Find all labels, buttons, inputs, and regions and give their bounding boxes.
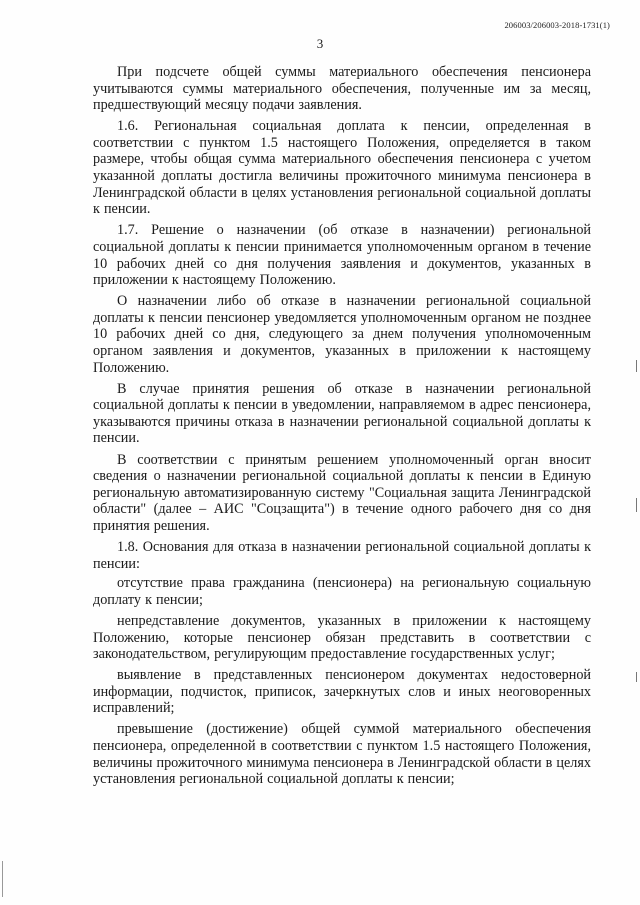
paragraph-income-calculation: При подсчете общей суммы материального обеспечения пенсионера учитываются суммы материального обеспечения, полученные им за месяц, предшествующий месяцу подачи заявления. [93, 64, 591, 114]
scan-edge-mark [636, 498, 637, 512]
scan-edge-mark [636, 672, 637, 682]
scan-edge-mark [636, 360, 637, 372]
list-item-missing-documents: непредставление документов, указанных в приложении к настоящему Положению, которые пенсионер обязан представить в соответствии с законодательством, регулирующим предоставление государственных услуг; [93, 612, 591, 663]
list-item-false-information: выявление в представленных пенсионером документах недостоверной информации, подчисток, приписок, зачеркнутых слов и иных неоговоренных исправлений; [93, 667, 591, 717]
list-item-no-right: отсутствие права гражданина (пенсионера) на региональную социальную доплату к пенсии; [93, 575, 591, 608]
document-id: 206003/206003-2018-1731(1) [504, 20, 610, 30]
paragraph-notification: О назначении либо об отказе в назначении региональной социальной доплаты к пенсии пенсионер уведомляется уполномоченным органом не позднее 10 рабочих дней со дня, следующего за днем получения уполномоченным органом заявления и документов, указанных в приложении к настоящему Положению. [93, 293, 591, 376]
list-item-income-exceeds: превышение (достижение) общей суммой материального обеспечения пенсионера, определенной в соответствии с пунктом 1.5 настоящего Положения, величины прожиточного минимума пенсионера в Ленинградской области в целях установления региональной социальной доплаты к пенсии; [93, 721, 591, 788]
paragraph-1-6: 1.6. Региональная социальная доплата к пенсии, определенная в соответствии с пунктом 1.5 настоящего Положения, определяется в таком размере, чтобы общая сумма материального обеспечения пенсионера с учетом указанной доплаты достигла величины прожиточного минимума пенсионера в Ленинградской области в целях установления региональной социальной доплаты к пенсии. [93, 118, 591, 218]
document-body [93, 64, 591, 792]
page-number: 3 [316, 36, 324, 51]
scan-edge-mark [2, 861, 3, 897]
paragraph-ais-entry: В соответствии с принятым решением уполномоченный орган вносит сведения о назначении региональной социальной доплаты к пенсии в Единую региональную автоматизированную систему "Социальная защита Ленинградской области" (далее – АИС "Соцзащита") в течение одного рабочего дня со дня принятия решения. [93, 451, 591, 534]
paragraph-refusal-reasons: В случае принятия решения об отказе в назначении региональной социальной доплаты к пенсии в уведомлении, направляемом в адрес пенсионера, указываются причины отказа в назначении региональной социальной доплаты к пенсии. [93, 380, 591, 447]
paragraph-1-8: 1.8. Основания для отказа в назначении региональной социальной доплаты к пенсии: [93, 539, 591, 572]
paragraph-1-7: 1.7. Решение о назначении (об отказе в назначении) региональной социальной доплаты к пенсии принимается уполномоченным органом в течение 10 рабочих дней со дня получения заявления и документов, указанных в приложении к настоящему Положению. [93, 222, 591, 289]
